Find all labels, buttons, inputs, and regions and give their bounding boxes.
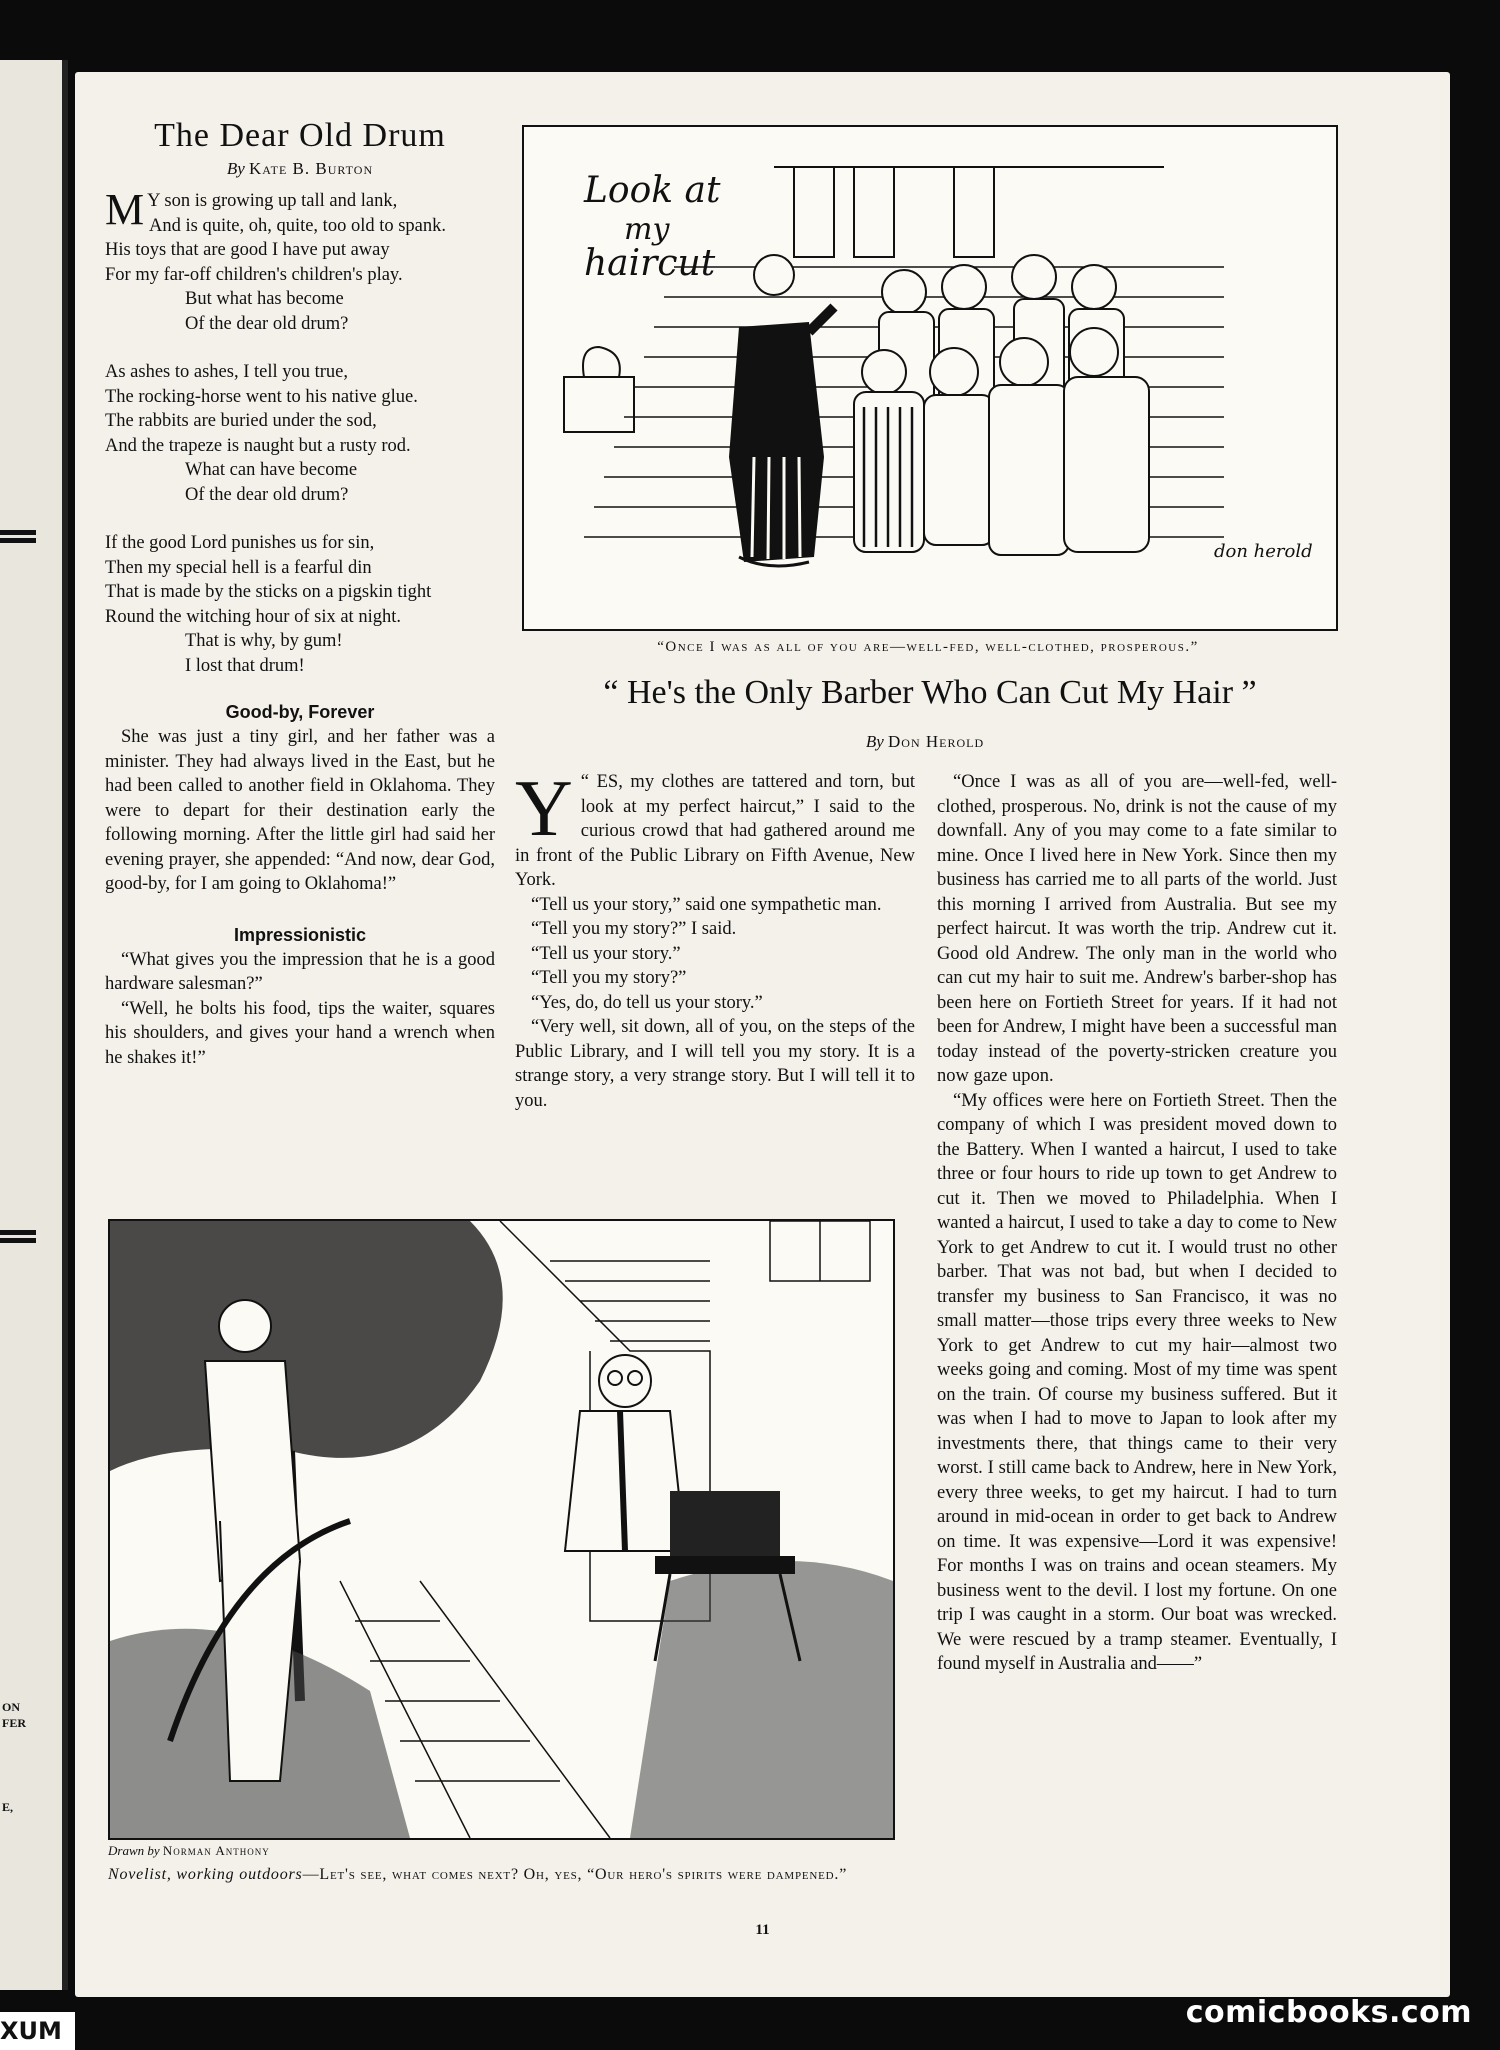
cartoon-caption: “Once I was as all of you are—well-fed, well-clothed, prosperous.” — [657, 639, 1199, 655]
poem-byline — [105, 159, 495, 179]
novelist — [565, 1355, 685, 1551]
poem-line: The rabbits are buried under the sod, — [105, 411, 377, 431]
poem-line: Y son is growing up tall and lank, — [147, 191, 398, 211]
byline-prefix: By — [226, 159, 245, 178]
story-paragraph: “Yes, do, do tell us your story.” — [531, 992, 763, 1013]
byline-prefix: By — [865, 732, 884, 751]
poem-line: His toys that are good I have put away — [105, 240, 390, 260]
illustration-credit — [108, 1843, 270, 1859]
corner-tag: XUM — [0, 2012, 75, 2050]
cartoon-drawing — [110, 1221, 893, 1838]
page-number: 11 — [755, 1922, 770, 1938]
divider — [0, 1230, 36, 1235]
cartoon-caption — [108, 1864, 891, 1885]
drop-cap: Y — [515, 765, 573, 853]
poem-line: What can have become — [185, 460, 358, 480]
story-paragraph: “Tell us your story,” said one sympathetic man. — [531, 894, 882, 915]
poem-line: Of the dear old drum? — [185, 484, 349, 505]
ragged-man — [729, 255, 834, 566]
hedge — [630, 1561, 893, 1838]
poem-line: Then my special hell is a fearful din — [105, 557, 372, 578]
crowd — [854, 255, 1149, 555]
divider — [0, 530, 36, 535]
cartoon-lettering: Look at — [584, 170, 721, 211]
left-column — [105, 117, 495, 1070]
poem-line: I lost that drum! — [185, 655, 305, 676]
poem-line: Of the dear old drum? — [185, 313, 349, 334]
story-paragraph: “Tell you my story?” I said. — [531, 919, 737, 939]
poem-line: For my far-off children's children's play. — [105, 264, 403, 285]
poem-title: The Dear Old Drum — [154, 117, 446, 154]
poem-line: And is quite, oh, quite, too old to spank. — [149, 215, 447, 236]
story-byline — [725, 732, 1125, 752]
edge-fragment: E, — [2, 1800, 14, 1814]
anecdote-text: She was just a tiny girl, and her father was a minister. They had always lived in the East, but he had been called to another field in Oklahoma. They were to depart for their destination early the following morning. After the little girl had said her evening prayer, she appended: “And now, dear God, good-by, for I am going to Oklahoma!” — [105, 727, 495, 894]
edge-fragment: ON — [2, 1700, 20, 1714]
divider — [0, 538, 36, 543]
story-paragraph — [515, 765, 915, 893]
story-title: “ He's the Only Barber Who Can Cut My Hair ” — [603, 674, 1257, 711]
credit-artist: Norman Anthony — [162, 1843, 270, 1858]
poem-line: But what has become — [185, 289, 344, 309]
story-text: “ ES, my clothes are tattered and torn, but look at my perfect haircut,” I said to the curious crowd that had gathered around me in front of the Public Library on Fifth Avenue, New York. — [515, 772, 915, 890]
joke-question: “What gives you the impression that he is a good hardware salesman?” — [105, 949, 495, 994]
drop-cap: M — [105, 185, 145, 234]
poem-line: As ashes to ashes, I tell you true, — [105, 362, 349, 382]
section-heading: Good-by, Forever — [225, 702, 375, 722]
story-paragraph: “My offices were here on Fortieth Street. Then the company of which I was president moved down to the Battery. When I wanted a haircut, I used to take three or four hours to ride up town to get Andrew to cut it. Then we moved to Philadelphia. When I wanted a haircut, I used to take a day to come to New York to get Andrew to cut it. I would trust no other barber. That was not bad, but when I decided to transfer my business to San Francisco, it was no small matter—those trips every three weeks to New York to get Andrew to cut my hair—almost two weeks going and coming. Most of my time was spent on the train. Of course my business suffered. But it was when I had to move to Japan to look after my investments there, that things came to their very worst. I still came back to Andrew, here in New York, every three weeks, to get my haircut. I had to turn around in mid-ocean in order to get back to Andrew on time. It was expensive—Lord it was expensive! For months I was on trains and ocean steamers. My business went to the devil. I lost my fortune. On one trip I was caught in a storm. Our boat was wrecked. We were rescued by a tramp steamer. Eventually, I found myself in Australia and——” — [937, 1090, 1337, 1674]
poem-stanza-2 — [105, 360, 495, 507]
caption-lead: Novelist, working outdoors — [108, 1866, 303, 1883]
edge-fragment: FER — [2, 1716, 26, 1730]
novelist-cartoon-illustration — [108, 1219, 895, 1840]
poem-line: That is made by the sticks on a pigskin tight — [105, 582, 432, 602]
cartoon-lettering: haircut — [584, 243, 716, 284]
story-paragraph: “Tell you my story?” — [531, 968, 687, 988]
cartoon-lettering: my — [624, 212, 670, 247]
previous-page-edge — [0, 60, 68, 1990]
credit-prefix: Drawn by — [108, 1843, 160, 1858]
poem-stanza-3 — [105, 531, 495, 678]
story-paragraph: “Very well, sit down, all of you, on the steps of the Public Library, and I will tell you my story. It is a strange story, a very strange story. But I will tell it to you. — [515, 1017, 915, 1111]
barber-cartoon-illustration — [522, 125, 1338, 631]
poem-line: And the trapeze is naught but a rusty rod. — [105, 435, 411, 456]
magazine-page — [75, 72, 1450, 1997]
poem-line: If the good Lord punishes us for sin, — [105, 533, 375, 553]
joke-answer: “Well, he bolts his food, tips the waiter, squares his shoulders, and gives your hand a wrench when he shakes it!” — [105, 998, 495, 1068]
watermark: comicbooks.com — [1185, 1995, 1472, 2030]
story-paragraph: “Tell us your story.” — [531, 943, 681, 964]
divider — [0, 1238, 36, 1243]
artist-signature: don herold — [1214, 541, 1313, 562]
story-column-1 — [515, 765, 915, 1113]
cartoon-drawing — [524, 127, 1336, 629]
caption-text: —Let's see, what comes next? Oh, yes, “Our hero's spirits were dampened.” — [302, 1866, 848, 1883]
poem-line: The rocking-horse went to his native glue. — [105, 386, 418, 407]
poem-author: Kate B. Burton — [249, 159, 374, 178]
poem-stanza-1 — [105, 185, 495, 336]
poem-line: Round the witching hour of six at night. — [105, 606, 401, 627]
story-paragraph: “Once I was as all of you are—well-fed, well-clothed, prosperous. No, drink is not the cause of my downfall. Any of you may come to a fate similar to mine. Once I lived here in New York. Since then my business has carried me to all parts of the world. Just this morning I arrived from Australia. But see my perfect haircut. It was worth the trip. Andrew cut it. Good old Andrew. The only man in the world who can cut my hair to suit me. Andrew's barber-shop has been here on Fortieth Street for years. If it had not been for Andrew, I might have been a successful man today instead of the poverty-stricken creature you now gaze upon. — [937, 772, 1337, 1086]
story-author: Don Herold — [888, 732, 985, 751]
section-heading: Impressionistic — [233, 924, 367, 945]
tree-foliage — [110, 1221, 503, 1471]
story-column-2 — [937, 770, 1337, 1677]
poem-line: That is why, by gum! — [185, 631, 343, 651]
